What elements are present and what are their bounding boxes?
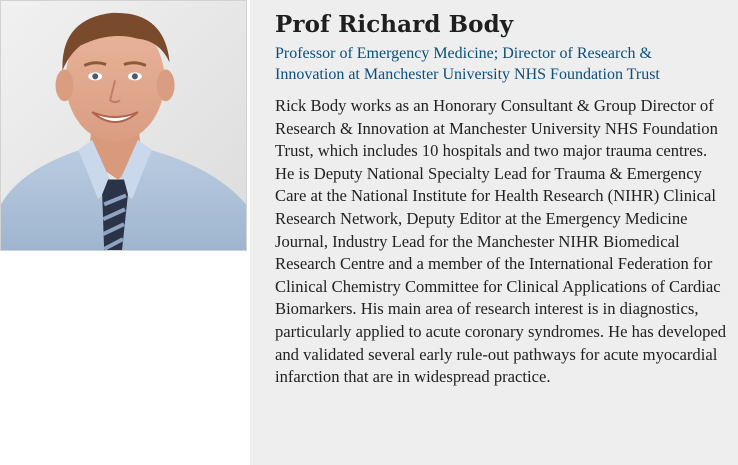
profile-photo: [0, 0, 247, 251]
profile-name: Prof Richard Body: [275, 11, 514, 38]
portrait-illustration: [1, 1, 246, 250]
profile-panel: [250, 0, 738, 465]
profile-bio: Rick Body works as an Honorary Consultant & Group Director of Research & Innovation at Manchester University NHS Foundation Trust, which includes 10 hospitals and two major trauma centres. He is Deputy National Specialty Lead for Trauma & Emergency Care at the National Institute for Health Research (NIHR) Clinical Research Network, Deputy Editor at the Emergency Medicine Journal, Industry Lead for the Manchester NIHR Biomedical Research Centre and a member of the International Federation for Clinical Chemistry Committee for Clinical Applications of Cardiac Biomarkers. His main area of research interest is in diagnostics, particularly applied to acute coronary syndromes. He has developed and validated several early rule-out pathways for acute myocardial infarction that are in widespread practice.: [275, 96, 727, 387]
profile-subtitle: Professor of Emergency Medicine; Director of Research & Innovation at Manchester University NHS Foundation Trust: [275, 45, 660, 83]
